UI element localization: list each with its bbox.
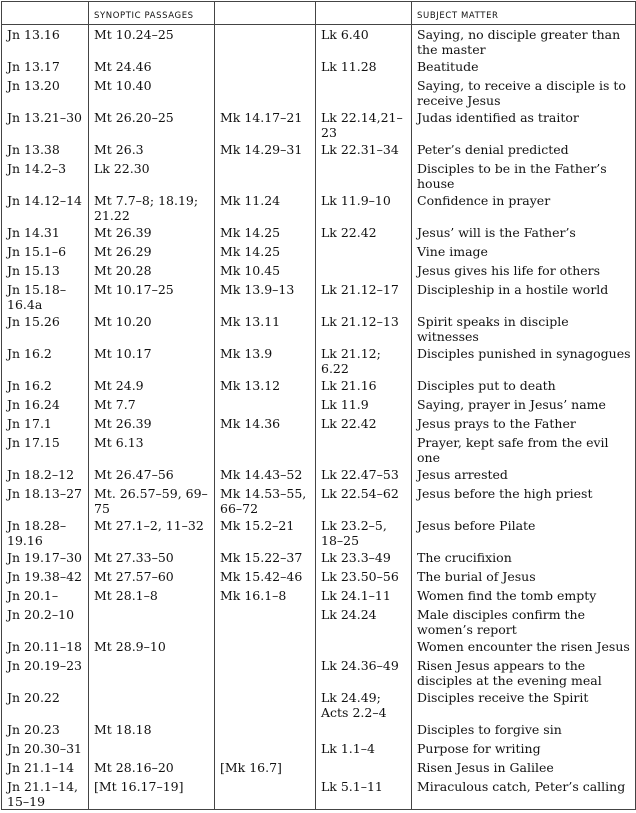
luke-ref-cell: Lk 24.36–49 [316,656,412,688]
table-row [2,548,636,567]
mark-ref-cell: Mk 13.12 [215,376,316,395]
mark-ref-cell [215,720,316,739]
luke-ref-cell: Lk 24.49; Acts 2.2–4 [316,688,412,720]
mark-ref-cell: Mk 13.9–13 [215,280,316,312]
mark-ref-cell [215,739,316,758]
mark-ref-cell: Mk 10.45 [215,261,316,280]
john-ref-cell: Jn 21.1–14, 15–19 [2,777,89,810]
luke-ref-cell: Lk 11.9 [316,395,412,414]
mark-ref-cell: Mk 13.11 [215,312,316,344]
mark-ref-cell [215,777,316,810]
subject-cell: Disciples receive the Spirit [412,688,636,720]
mark-ref-cell: Mk 14.25 [215,242,316,261]
table-row [2,516,636,548]
luke-ref-cell: Lk 22.47–53 [316,465,412,484]
table-row [2,57,636,76]
subject-cell: Women find the tomb empty [412,586,636,605]
john-ref-cell: Jn 13.38 [2,140,89,159]
matthew-ref-cell: Mt 26.47–56 [89,465,215,484]
mark-ref-cell [215,25,316,58]
mark-ref-cell: Mk 16.1–8 [215,586,316,605]
table-row [2,465,636,484]
header-john [2,2,89,25]
subject-cell: Women encounter the risen Jesus [412,637,636,656]
table-row [2,223,636,242]
luke-ref-cell: Lk 5.1–11 [316,777,412,810]
matthew-ref-cell: Mt 28.16–20 [89,758,215,777]
subject-cell: Purpose for writing [412,739,636,758]
table-row [2,720,636,739]
subject-cell: Prayer, kept safe from the evil one [412,433,636,465]
luke-ref-cell: Lk 6.40 [316,25,412,58]
mark-ref-cell: Mk 11.24 [215,191,316,223]
john-ref-cell: Jn 20.19–23 [2,656,89,688]
table-row [2,656,636,688]
mark-ref-cell [215,688,316,720]
subject-cell: The crucifixion [412,548,636,567]
matthew-ref-cell: Mt 7.7 [89,395,215,414]
luke-ref-cell: Lk 11.9–10 [316,191,412,223]
john-ref-cell: Jn 15.26 [2,312,89,344]
john-ref-cell: Jn 19.17–30 [2,548,89,567]
john-ref-cell: Jn 16.2 [2,376,89,395]
subject-cell: Judas identified as traitor [412,108,636,140]
header-mark [215,2,316,25]
header-subject-matter: SUBJECT MATTER [412,2,636,25]
luke-ref-cell: Lk 22.14,21–23 [316,108,412,140]
mark-ref-cell [215,76,316,108]
table-row [2,484,636,516]
john-ref-cell: Jn 13.17 [2,57,89,76]
luke-ref-cell: Lk 21.12–17 [316,280,412,312]
subject-cell: Saying, no disciple greater than the master [412,25,636,58]
john-ref-cell: Jn 17.15 [2,433,89,465]
matthew-ref-cell: Mt 26.29 [89,242,215,261]
matthew-ref-cell: Mt. 26.57–59, 69–75 [89,484,215,516]
john-ref-cell: Jn 17.1 [2,414,89,433]
mark-ref-cell [215,637,316,656]
matthew-ref-cell: [Mt 16.17–19] [89,777,215,810]
table-row [2,433,636,465]
subject-cell: Discipleship in a hostile world [412,280,636,312]
luke-ref-cell [316,76,412,108]
table-row [2,395,636,414]
john-ref-cell: Jn 18.13–27 [2,484,89,516]
john-ref-cell: Jn 14.12–14 [2,191,89,223]
table-row [2,140,636,159]
table-row [2,688,636,720]
subject-cell: Jesus’ will is the Father’s [412,223,636,242]
john-ref-cell: Jn 16.2 [2,344,89,376]
subject-cell: Confidence in prayer [412,191,636,223]
matthew-ref-cell: Lk 22.30 [89,159,215,191]
matthew-ref-cell: Mt 24.46 [89,57,215,76]
matthew-ref-cell: Mt 6.13 [89,433,215,465]
table-row [2,376,636,395]
matthew-ref-cell: Mt 10.20 [89,312,215,344]
mark-ref-cell: Mk 13.9 [215,344,316,376]
table-row [2,159,636,191]
matthew-ref-cell: Mt 26.20–25 [89,108,215,140]
luke-ref-cell [316,261,412,280]
matthew-ref-cell [89,688,215,720]
matthew-ref-cell [89,605,215,637]
mark-ref-cell: [Mk 16.7] [215,758,316,777]
mark-ref-cell [215,159,316,191]
mark-ref-cell [215,57,316,76]
table-body [2,25,636,810]
table-row [2,758,636,777]
mark-ref-cell [215,433,316,465]
john-ref-cell: Jn 18.28–19.16 [2,516,89,548]
subject-cell: Jesus before the high priest [412,484,636,516]
luke-ref-cell: Lk 1.1–4 [316,739,412,758]
mark-ref-cell: Mk 15.22–37 [215,548,316,567]
john-ref-cell: Jn 18.2–12 [2,465,89,484]
subject-cell: Peter’s denial predicted [412,140,636,159]
mark-ref-cell [215,656,316,688]
john-ref-cell: Jn 19.38–42 [2,567,89,586]
john-ref-cell: Jn 15.18–16.4a [2,280,89,312]
luke-ref-cell [316,637,412,656]
subject-cell: Disciples put to death [412,376,636,395]
mark-ref-cell [215,395,316,414]
header-row [2,2,636,25]
luke-ref-cell: Lk 21.16 [316,376,412,395]
matthew-ref-cell: Mt 27.33–50 [89,548,215,567]
matthew-ref-cell: Mt 28.1–8 [89,586,215,605]
mark-ref-cell: Mk 14.25 [215,223,316,242]
matthew-ref-cell: Mt 10.17–25 [89,280,215,312]
subject-cell: Male disciples confirm the women’s report [412,605,636,637]
matthew-ref-cell: Mt 18.18 [89,720,215,739]
table-row [2,261,636,280]
matthew-ref-cell [89,656,215,688]
john-ref-cell: Jn 20.11–18 [2,637,89,656]
table-row [2,191,636,223]
luke-ref-cell: Lk 21.12–13 [316,312,412,344]
luke-ref-cell: Lk 23.3–49 [316,548,412,567]
subject-cell: Jesus arrested [412,465,636,484]
luke-ref-cell: Lk 24.1–11 [316,586,412,605]
john-ref-cell: Jn 21.1–14 [2,758,89,777]
john-ref-cell: Jn 20.22 [2,688,89,720]
table-row [2,586,636,605]
matthew-ref-cell: Mt 26.3 [89,140,215,159]
luke-ref-cell: Lk 22.31–34 [316,140,412,159]
john-ref-cell: Jn 13.16 [2,25,89,58]
john-ref-cell: Jn 16.24 [2,395,89,414]
luke-ref-cell [316,242,412,261]
mark-ref-cell: Mk 14.29–31 [215,140,316,159]
luke-ref-cell [316,159,412,191]
subject-cell: Jesus before Pilate [412,516,636,548]
matthew-ref-cell: Mt 10.40 [89,76,215,108]
subject-cell: Disciples to forgive sin [412,720,636,739]
subject-cell: Risen Jesus in Galilee [412,758,636,777]
luke-ref-cell: Lk 24.24 [316,605,412,637]
subject-cell: The burial of Jesus [412,567,636,586]
john-ref-cell: Jn 20.1– [2,586,89,605]
matthew-ref-cell: Mt 20.28 [89,261,215,280]
header-luke [316,2,412,25]
subject-cell: Saying, prayer in Jesus’ name [412,395,636,414]
luke-ref-cell: Lk 22.54–62 [316,484,412,516]
subject-cell: Vine image [412,242,636,261]
matthew-ref-cell: Mt 24.9 [89,376,215,395]
luke-ref-cell: Lk 23.2–5, 18–25 [316,516,412,548]
table-row [2,280,636,312]
matthew-ref-cell: Mt 27.1–2, 11–32 [89,516,215,548]
mark-ref-cell: Mk 15.42–46 [215,567,316,586]
mark-ref-cell: Mk 14.43–52 [215,465,316,484]
header-synoptic-passages: SYNOPTIC PASSAGES [89,2,215,25]
subject-cell: Saying, to receive a disciple is to receive Jesus [412,76,636,108]
john-ref-cell: Jn 15.1–6 [2,242,89,261]
table-row [2,108,636,140]
subject-cell: Jesus gives his life for others [412,261,636,280]
table-row [2,25,636,58]
matthew-ref-cell: Mt 10.24–25 [89,25,215,58]
subject-cell: Jesus prays to the Father [412,414,636,433]
luke-ref-cell: Lk 22.42 [316,414,412,433]
table-row [2,605,636,637]
mark-ref-cell [215,605,316,637]
luke-ref-cell: Lk 21.12; 6.22 [316,344,412,376]
table-row [2,344,636,376]
subject-cell: Spirit speaks in disciple witnesses [412,312,636,344]
subject-cell: Disciples to be in the Father’s house [412,159,636,191]
mark-ref-cell: Mk 14.36 [215,414,316,433]
luke-ref-cell: Lk 22.42 [316,223,412,242]
matthew-ref-cell: Mt 7.7–8; 18.19; 21.22 [89,191,215,223]
luke-ref-cell [316,758,412,777]
matthew-ref-cell: Mt 28.9–10 [89,637,215,656]
table-row [2,637,636,656]
table-row [2,76,636,108]
matthew-ref-cell [89,739,215,758]
subject-cell: Disciples punished in synagogues [412,344,636,376]
john-ref-cell: Jn 13.20 [2,76,89,108]
synoptic-parallels-table [1,1,636,810]
john-ref-cell: Jn 13.21–30 [2,108,89,140]
john-ref-cell: Jn 15.13 [2,261,89,280]
subject-cell: Beatitude [412,57,636,76]
luke-ref-cell [316,720,412,739]
mark-ref-cell: Mk 14.53–55, 66–72 [215,484,316,516]
john-ref-cell: Jn 20.30–31 [2,739,89,758]
matthew-ref-cell: Mt 27.57–60 [89,567,215,586]
john-ref-cell: Jn 14.31 [2,223,89,242]
matthew-ref-cell: Mt 26.39 [89,223,215,242]
table-row [2,242,636,261]
mark-ref-cell: Mk 15.2–21 [215,516,316,548]
luke-ref-cell: Lk 23.50–56 [316,567,412,586]
table-row [2,414,636,433]
john-ref-cell: Jn 14.2–3 [2,159,89,191]
table-row [2,777,636,810]
subject-cell: Miraculous catch, Peter’s calling [412,777,636,810]
john-ref-cell: Jn 20.2–10 [2,605,89,637]
luke-ref-cell: Lk 11.28 [316,57,412,76]
table-row [2,567,636,586]
luke-ref-cell [316,433,412,465]
mark-ref-cell: Mk 14.17–21 [215,108,316,140]
matthew-ref-cell: Mt 10.17 [89,344,215,376]
table-row [2,739,636,758]
subject-cell: Risen Jesus appears to the disciples at the evening meal [412,656,636,688]
table-row [2,312,636,344]
matthew-ref-cell: Mt 26.39 [89,414,215,433]
john-ref-cell: Jn 20.23 [2,720,89,739]
